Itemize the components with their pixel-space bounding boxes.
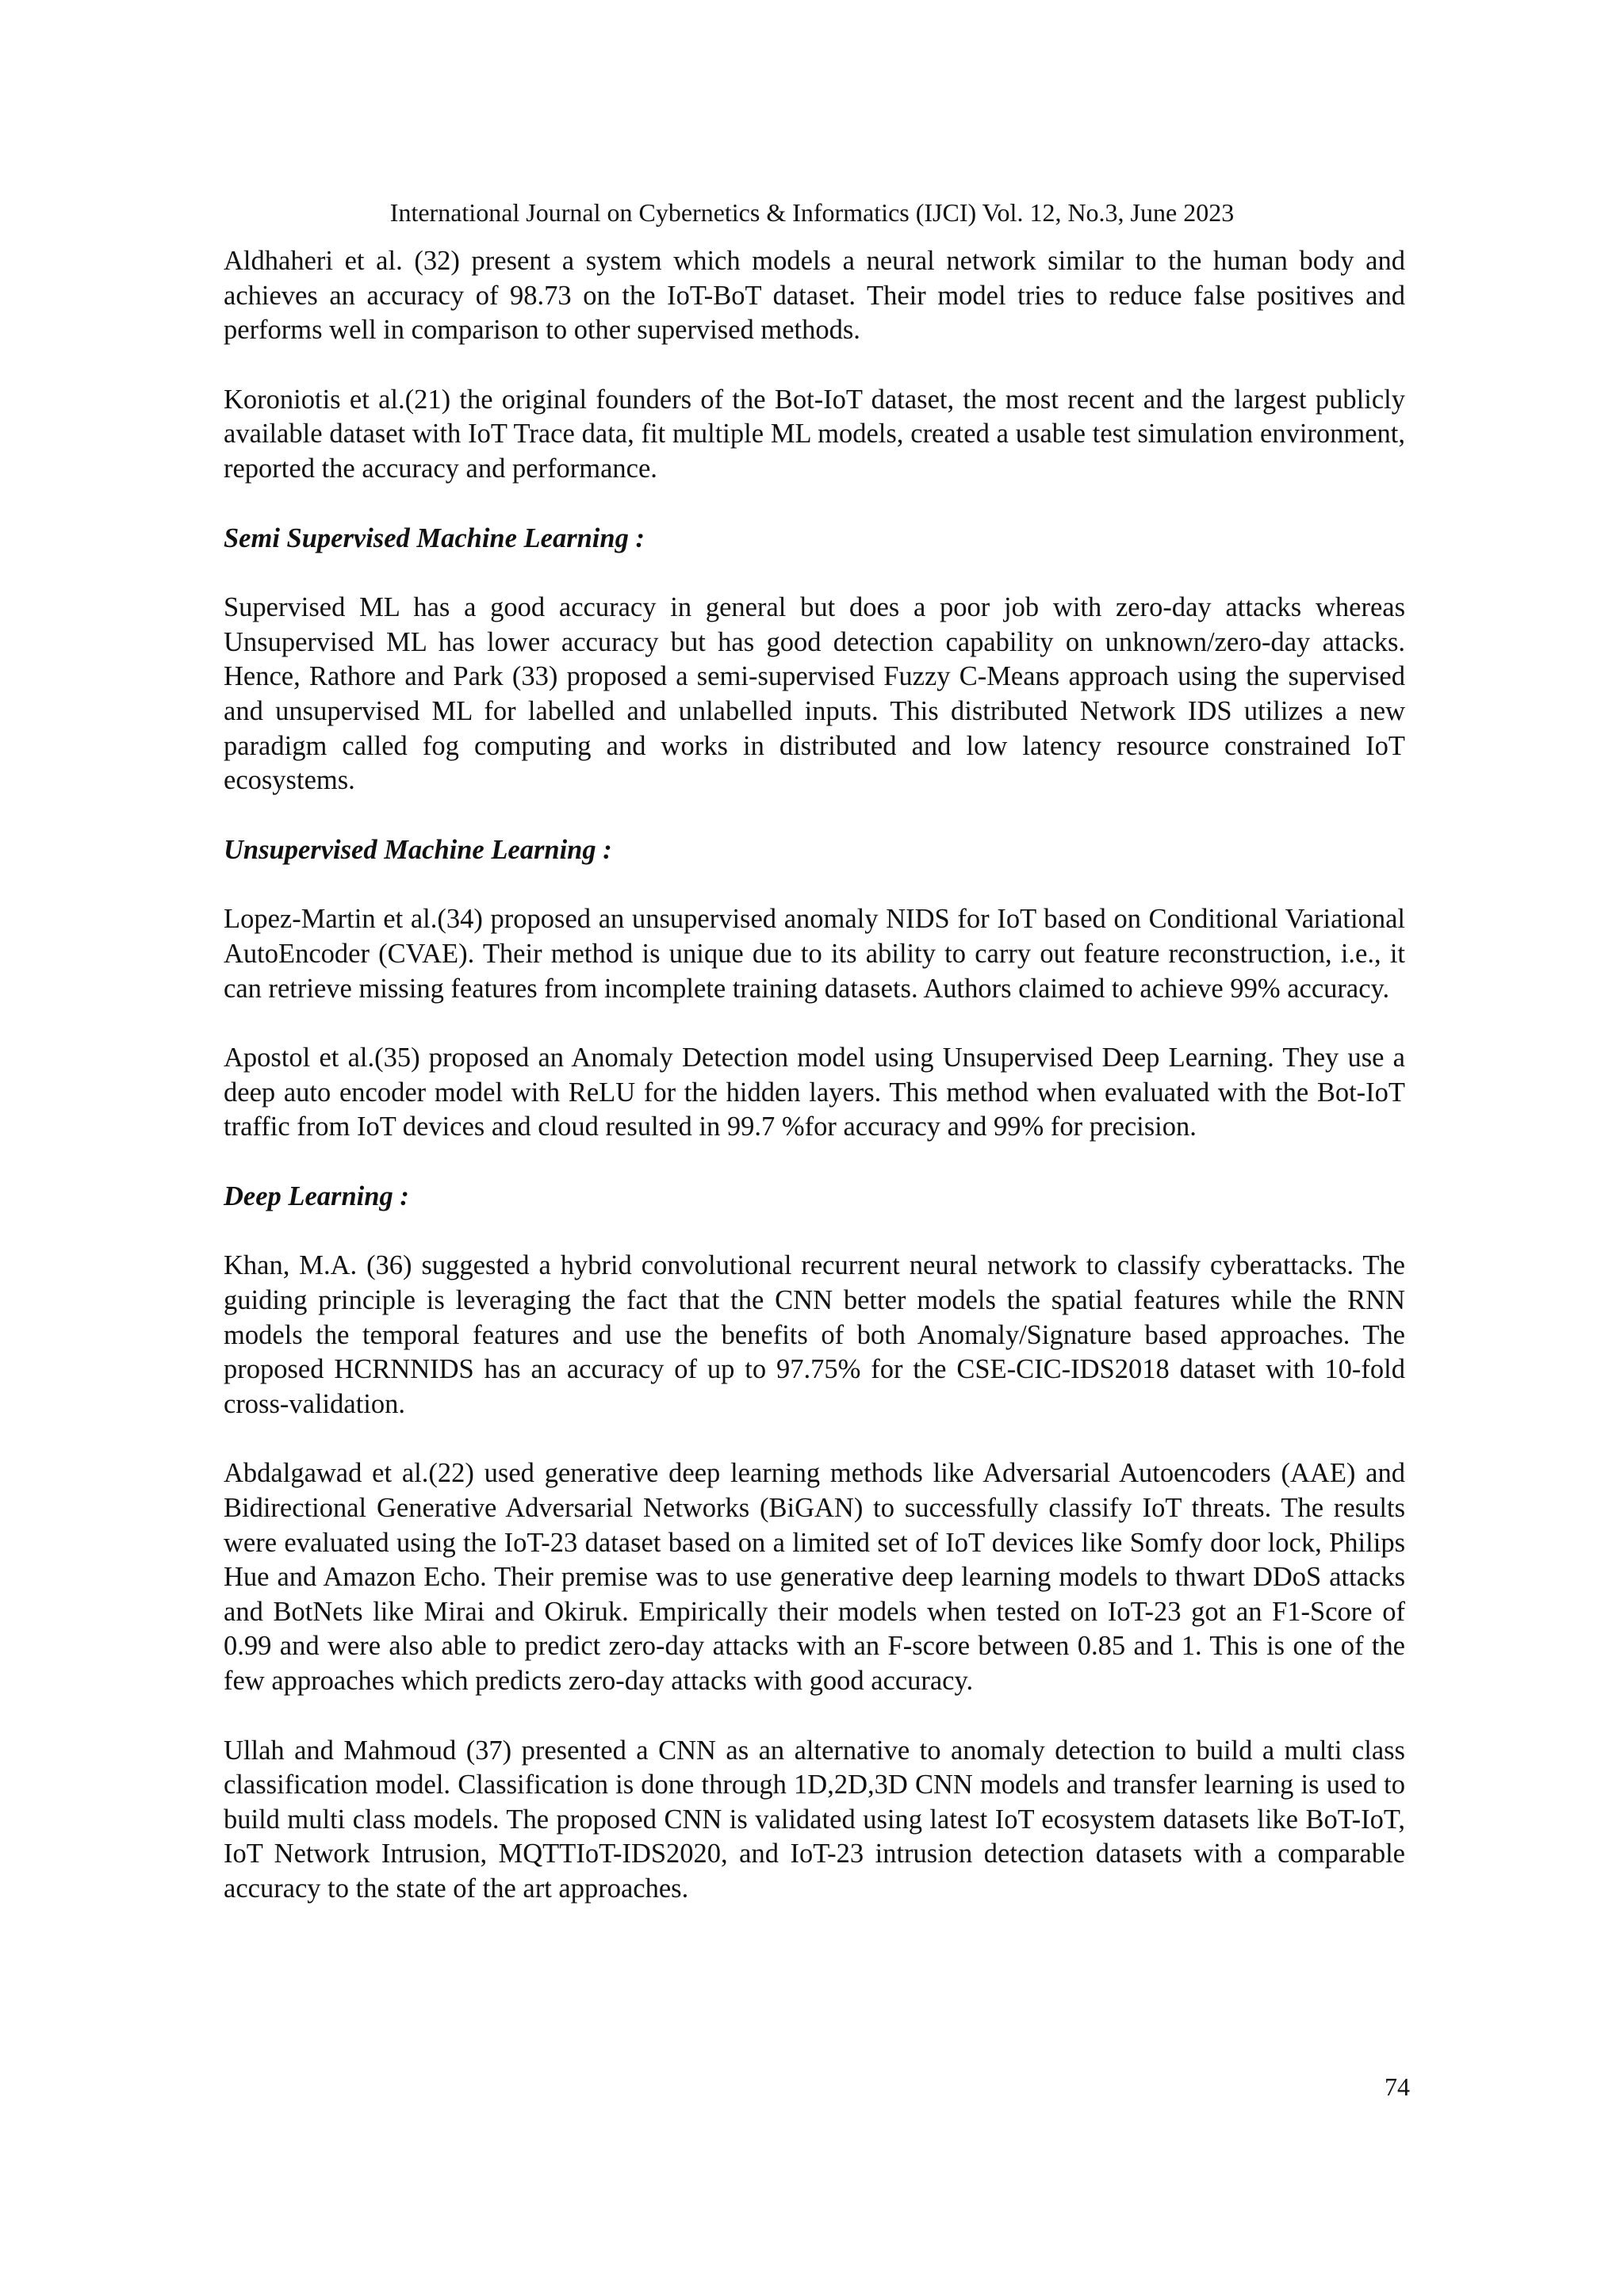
paragraph-apostol: Apostol et al.(35) proposed an Anomaly Detection model using Unsupervised Deep Learning. They use a deep auto encoder model with ReLU for the hidden layers. This method when evaluated with the Bot-IoT traffic from IoT devices and cloud resulted in 99.7 %for accuracy and 99% for precision. xyxy=(224,1043,1405,1142)
page-number: 74 xyxy=(1385,2072,1410,2101)
paragraph-aldhaheri: Aldhaheri et al. (32) present a system which models a neural network similar to the human body and achieves an accuracy of 98.73 on the IoT-BoT dataset. Their model tries to reduce false positives and performs well in comparison to other supervised methods. xyxy=(224,246,1405,346)
paragraph-khan: Khan, M.A. (36) suggested a hybrid convolutional recurrent neural network to classify cyberattacks. The guiding principle is leveraging the fact that the CNN better models the spatial features while the RNN models the temporal features and use the benefits of both Anomaly/Signature based approaches. The proposed HCRNNIDS has an accuracy of up to 97.75% for the CSE-CIC-IDS2018 dataset with 10-fold cross-validation. xyxy=(224,1250,1405,1419)
heading-deep-learning: Deep Learning : xyxy=(224,1181,409,1211)
paragraph-koroniotis: Koroniotis et al.(21) the original founders of the Bot-IoT dataset, the most recent and the largest publicly available dataset with IoT Trace data, fit multiple ML models, created a usable test simulation environment, reported the accuracy and performance. xyxy=(224,384,1405,484)
heading-semi-supervised: Semi Supervised Machine Learning : xyxy=(224,522,645,553)
page-body xyxy=(224,244,1405,1942)
running-header: International Journal on Cybernetics & Informatics (IJCI) Vol. 12, No.3, June 2023 xyxy=(389,198,1235,227)
paragraph-semi-supervised: Supervised ML has a good accuracy in general but does a poor job with zero-day attacks whereas Unsupervised ML has lower accuracy but has good detection capability on unknown/zero-day attacks. Hence, Rathore and Park (33) proposed a semi-supervised Fuzzy C-Means approach using the supervised and unsupervised ML for labelled and unlabelled inputs. This distributed Network IDS utilizes a new paradigm called fog computing and works in distributed and low latency resource constrained IoT ecosystems. xyxy=(224,592,1405,796)
paragraph-abdalgawad: Abdalgawad et al.(22) used generative deep learning methods like Adversarial Autoencoders (AAE) and Bidirectional Generative Adversarial Networks (BiGAN) to successfully classify IoT threats. The results were evaluated using the IoT-23 dataset based on a limited set of IoT devices like Somfy door lock, Philips Hue and Amazon Echo. Their premise was to use generative deep learning models to thwart DDoS attacks and BotNets like Mirai and Okiruk. Empirically their models when tested on IoT-23 got an F1-Score of 0.99 and were also able to predict zero-day attacks with an F-score between 0.85 and 1. This is one of the few approaches which predicts zero-day attacks with good accuracy. xyxy=(224,1458,1405,1696)
paragraph-ullah: Ullah and Mahmoud (37) presented a CNN as an alternative to anomaly detection to build a multi class classification model. Classification is done through 1D,2D,3D CNN models and transfer learning is used to build multi class models. The proposed CNN is validated using latest IoT ecosystem datasets like BoT-IoT, IoT Network Intrusion, MQTTIoT-IDS2020, and IoT-23 intrusion detection datasets with a comparable accuracy to the state of the art approaches. xyxy=(224,1735,1405,1904)
heading-unsupervised: Unsupervised Machine Learning : xyxy=(224,834,612,865)
paragraph-lopez-martin: Lopez-Martin et al.(34) proposed an unsupervised anomaly NIDS for IoT based on Conditional Variational AutoEncoder (CVAE). Their method is unique due to its ability to carry out feature reconstruction, i.e., it can retrieve missing features from incomplete training datasets. Authors claimed to achieve 99% accuracy. xyxy=(224,904,1405,1004)
